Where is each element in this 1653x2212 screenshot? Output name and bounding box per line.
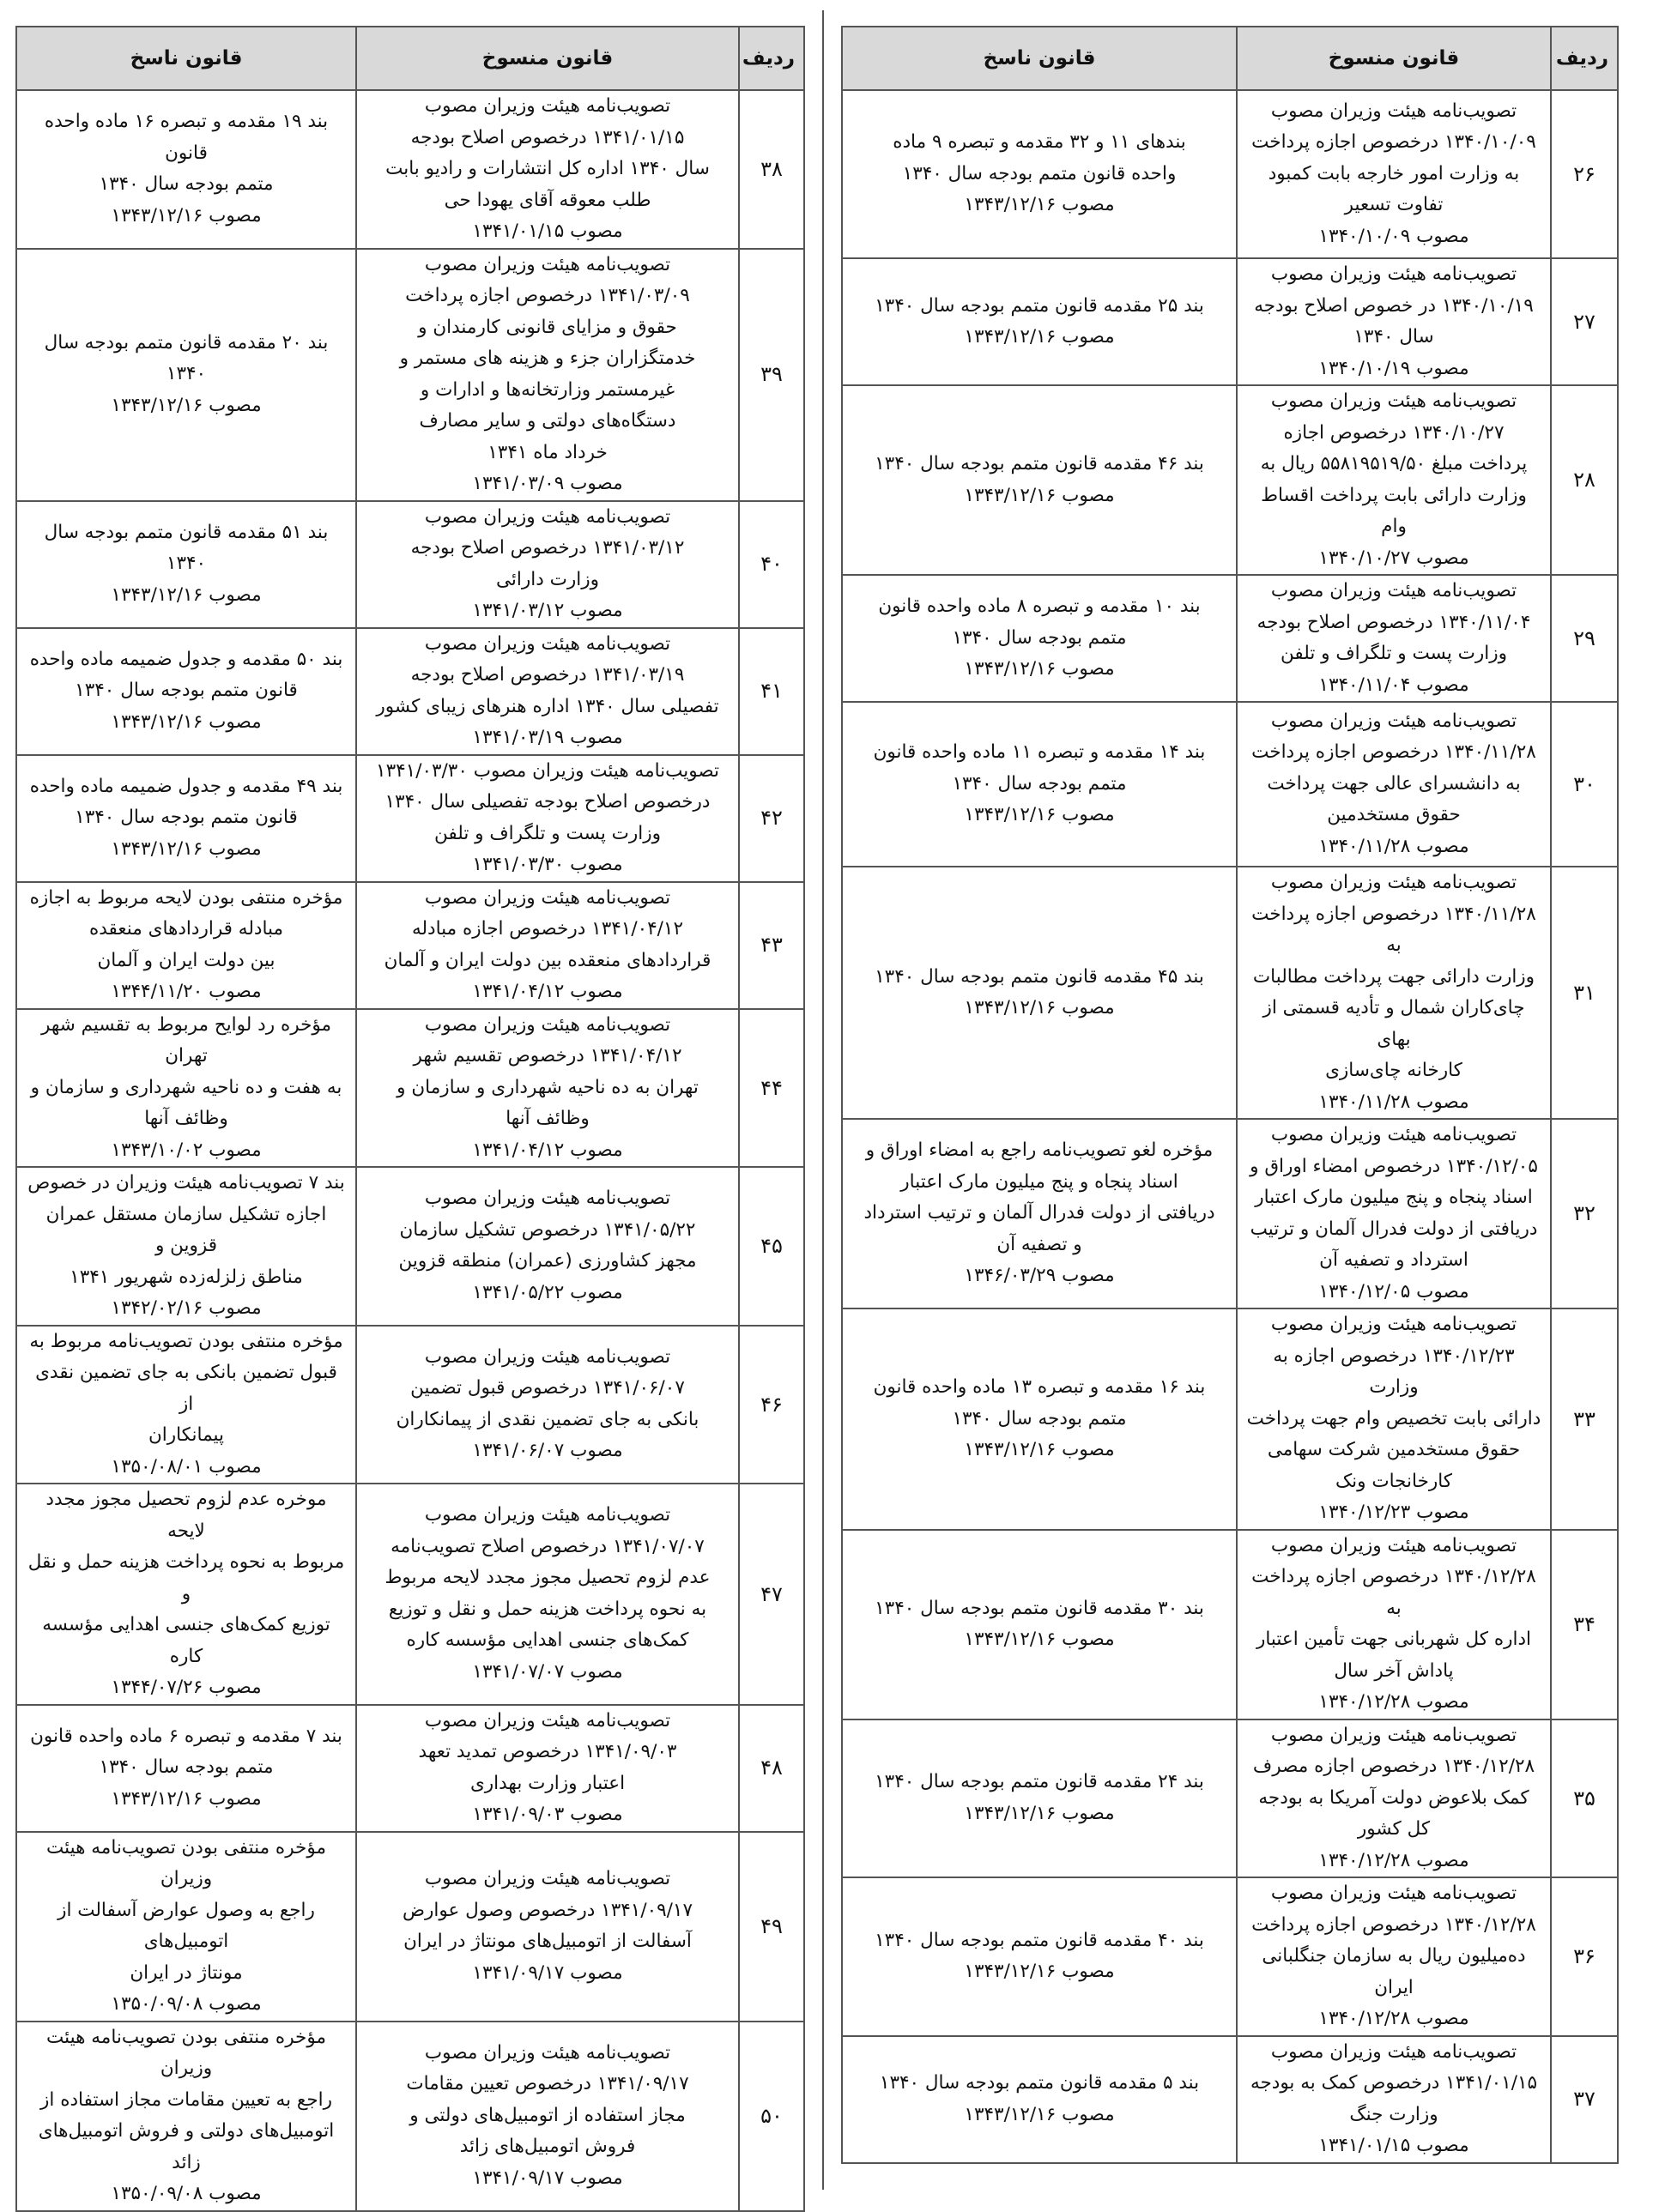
repealed-law-cell: تصویب‌نامه هیئت وزیران مصوب ۱۳۴۱/۰۹/۱۷ درخصوص تعیین مقامات مجاز استفاده از اتومبیل‌های دولتی و فروش اتومبیل‌های زائد مصوب ۱۳۴۱/۰۹/۱۷ bbox=[356, 2022, 739, 2211]
repealed-law-cell: تصویب‌نامه هیئت وزیران مصوب ۱۳۴۱/۰۵/۲۲ درخصوص تشکیل سازمان مجهز کشاورزی (عمران) منطقه قزوین مصوب ۱۳۴۱/۰۵/۲۲ bbox=[356, 1167, 739, 1326]
table-body bbox=[842, 90, 1618, 2163]
table-row bbox=[842, 1719, 1618, 1878]
repealing-law-cell: مؤخره منتفی بودن تصویب‌نامه هیئت وزیران راجع به وصول عوارض آسفالت از اتومبیل‌های مونتاژ در ایران مصوب ۱۳۵۰/۰۹/۰۸ bbox=[16, 1832, 356, 2022]
table-row bbox=[16, 882, 804, 1009]
row-number: ۴۶ bbox=[739, 1326, 804, 1484]
repealed-law-cell: تصویب‌نامه هیئت وزیران مصوب ۱۳۴۱/۰۳/۰۹ درخصوص اجازه پرداخت حقوق و مزایای قانونی کارمندان و خدمتگزاران جزء و هزینه های مستمر و غیرمستمر وزارتخانه‌ها و ادارات و دستگاه‌های دولتی و سایر مصارف خرداد ماه ۱۳۴۱ مصوب ۱۳۴۱/۰۳/۰۹ bbox=[356, 249, 739, 501]
repealing-law-cell: بندهای ۱۱ و ۳۲ مقدمه و تبصره ۹ ماده واحده قانون متمم بودجه سال ۱۳۴۰ مصوب ۱۳۴۳/۱۲/۱۶ bbox=[842, 90, 1237, 258]
row-number: ۴۰ bbox=[739, 501, 804, 628]
row-number: ۳۳ bbox=[1551, 1308, 1618, 1530]
table-row bbox=[842, 1308, 1618, 1530]
table-row bbox=[16, 501, 804, 628]
table-row bbox=[842, 702, 1618, 867]
table-row bbox=[16, 90, 804, 249]
repealed-law-cell: تصویب‌نامه هیئت وزیران مصوب ۱۳۴۱/۰۳/۳۰ درخصوص اصلاح بودجه تفصیلی سال ۱۳۴۰ وزارت پست و تلگراف و تلفن مصوب ۱۳۴۱/۰۳/۳۰ bbox=[356, 755, 739, 882]
repealed-law-cell: تصویب‌نامه هیئت وزیران مصوب ۱۳۴۱/۰۶/۰۷ درخصوص قبول تضمین بانکی به جای تضمین نقدی از پیمانکاران مصوب ۱۳۴۱/۰۶/۰۷ bbox=[356, 1326, 739, 1484]
repealing-law-cell: بند ۴۵ مقدمه قانون متمم بودجه سال ۱۳۴۰ مصوب ۱۳۴۳/۱۲/۱۶ bbox=[842, 867, 1237, 1119]
table-row bbox=[842, 90, 1618, 258]
row-number: ۳۶ bbox=[1551, 1877, 1618, 2036]
repealing-law-cell: بند ۲۵ مقدمه قانون متمم بودجه سال ۱۳۴۰ مصوب ۱۳۴۳/۱۲/۱۶ bbox=[842, 258, 1237, 385]
row-number: ۳۹ bbox=[739, 249, 804, 501]
repealing-law-cell: مؤخره رد لوایح مربوط به تقسیم شهر تهران به هفت و ده ناحیه شهرداری و سازمان و وظائف آنها مصوب ۱۳۴۳/۱۰/۰۲ bbox=[16, 1009, 356, 1168]
table-row bbox=[842, 1877, 1618, 2036]
header-mansookh: قانون منسوخ bbox=[356, 27, 739, 90]
row-number: ۴۳ bbox=[739, 882, 804, 1009]
repeal-table-right bbox=[841, 26, 1619, 2164]
repealing-law-cell: بند ۵۱ مقدمه قانون متمم بودجه سال ۱۳۴۰ مصوب ۱۳۴۳/۱۲/۱۶ bbox=[16, 501, 356, 628]
repealed-law-cell: تصویب‌نامه هیئت وزیران مصوب ۱۳۴۰/۱۲/۲۸ درخصوص اجازه پرداخت ده‌میلیون ریال به سازمان جنگلبانی ایران مصوب ۱۳۴۰/۱۲/۲۸ bbox=[1237, 1877, 1551, 2036]
repealing-law-cell: مؤخره منتفی بودن تصویب‌نامه مربوط به قبول تضمین بانکی به جای تضمین نقدی از پیمانکاران مصوب ۱۳۵۰/۰۸/۰۱ bbox=[16, 1326, 356, 1484]
table-row bbox=[16, 755, 804, 882]
repealing-law-cell: بند ۵ مقدمه قانون متمم بودجه سال ۱۳۴۰ مصوب ۱۳۴۳/۱۲/۱۶ bbox=[842, 2036, 1237, 2163]
row-number: ۳۷ bbox=[1551, 2036, 1618, 2163]
table-row bbox=[842, 1119, 1618, 1308]
repeal-table-left bbox=[15, 26, 805, 2212]
header-radif: ردیف bbox=[739, 27, 804, 90]
table-row bbox=[842, 867, 1618, 1119]
row-number: ۴۷ bbox=[739, 1484, 804, 1705]
header-nasekh: قانون ناسخ bbox=[842, 27, 1237, 90]
table-row bbox=[16, 249, 804, 501]
row-number: ۴۱ bbox=[739, 628, 804, 755]
row-number: ۲۶ bbox=[1551, 90, 1618, 258]
repealed-law-cell: تصویب‌نامه هیئت وزیران مصوب ۱۳۴۱/۰۱/۱۵ درخصوص کمک به بودجه وزارت جنگ مصوب ۱۳۴۱/۰۱/۱۵ bbox=[1237, 2036, 1551, 2163]
row-number: ۳۲ bbox=[1551, 1119, 1618, 1308]
repealed-law-cell: تصویب‌نامه هیئت وزیران مصوب ۱۳۴۰/۱۱/۲۸ درخصوص اجازه پرداخت به وزارت دارائی جهت پرداخت مطالبات چای‌کاران شمال و تأدیه قسمتی از بهای کارخانه چای‌سازی مصوب ۱۳۴۰/۱۱/۲۸ bbox=[1237, 867, 1551, 1119]
repealing-law-cell: مؤخره منتفی بودن تصویب‌نامه هیئت وزیران راجع به تعیین مقامات مجاز استفاده از اتومبیل‌های دولتی و فروش اتومبیل‌های زائد مصوب ۱۳۵۰/۰۹/۰۸ bbox=[16, 2022, 356, 2211]
row-number: ۳۵ bbox=[1551, 1719, 1618, 1878]
table-row bbox=[842, 575, 1618, 702]
row-number: ۵۰ bbox=[739, 2022, 804, 2211]
table-row bbox=[16, 628, 804, 755]
table-row bbox=[842, 385, 1618, 575]
repealed-law-cell: تصویب‌نامه هیئت وزیران مصوب ۱۳۴۰/۱۰/۱۹ در خصوص اصلاح بودجه سال ۱۳۴۰ مصوب ۱۳۴۰/۱۰/۱۹ bbox=[1237, 258, 1551, 385]
repealed-law-cell: تصویب‌نامه هیئت وزیران مصوب ۱۳۴۰/۱۰/۰۹ درخصوص اجازه پرداخت به وزارت امور خارجه بابت کمبود تفاوت تسعیر مصوب ۱۳۴۰/۱۰/۰۹ bbox=[1237, 90, 1551, 258]
row-number: ۲۷ bbox=[1551, 258, 1618, 385]
repealed-law-cell: تصویب‌نامه هیئت وزیران مصوب ۱۳۴۱/۰۳/۱۹ درخصوص اصلاح بودجه تفصیلی سال ۱۳۴۰ اداره هنرهای زیبای کشور مصوب ۱۳۴۱/۰۳/۱۹ bbox=[356, 628, 739, 755]
repealing-law-cell: بند ۷ تصویب‌نامه هیئت وزیران در خصوص اجازه تشکیل سازمان مستقل عمران قزوین و مناطق زلزله‌زده شهریور ۱۳۴۱ مصوب ۱۳۴۲/۰۲/۱۶ bbox=[16, 1167, 356, 1326]
repealed-law-cell: تصویب‌نامه هیئت وزیران مصوب ۱۳۴۱/۰۴/۱۲ درخصوص اجازه مبادله قراردادهای منعقده بین دولت ایران و آلمان مصوب ۱۳۴۱/۰۴/۱۲ bbox=[356, 882, 739, 1009]
table-row bbox=[842, 2036, 1618, 2163]
repealing-law-cell: بند ۲۰ مقدمه قانون متمم بودجه سال ۱۳۴۰ مصوب ۱۳۴۳/۱۲/۱۶ bbox=[16, 249, 356, 501]
header-mansookh: قانون منسوخ bbox=[1237, 27, 1551, 90]
row-number: ۴۴ bbox=[739, 1009, 804, 1168]
repealed-law-cell: تصویب‌نامه هیئت وزیران مصوب ۱۳۴۱/۰۴/۱۲ درخصوص تقسیم شهر تهران به ده ناحیه شهرداری و سازمان و وظائف آنها مصوب ۱۳۴۱/۰۴/۱۲ bbox=[356, 1009, 739, 1168]
table-row bbox=[16, 1484, 804, 1705]
row-number: ۲۸ bbox=[1551, 385, 1618, 575]
row-number: ۴۵ bbox=[739, 1167, 804, 1326]
repealed-law-cell: تصویب‌نامه هیئت وزیران مصوب ۱۳۴۱/۰۹/۱۷ درخصوص وصول عوارض آسفالت از اتومبیل‌های مونتاژ در ایران مصوب ۱۳۴۱/۰۹/۱۷ bbox=[356, 1832, 739, 2022]
repealing-law-cell: بند ۱۴ مقدمه و تبصره ۱۱ ماده واحده قانون متمم بودجه سال ۱۳۴۰ مصوب ۱۳۴۳/۱۲/۱۶ bbox=[842, 702, 1237, 867]
repealed-law-cell: تصویب‌نامه هیئت وزیران مصوب ۱۳۴۰/۱۱/۲۸ درخصوص اجازه پرداخت به دانشسرای عالی جهت پرداخت حقوق مستخدمین مصوب ۱۳۴۰/۱۱/۲۸ bbox=[1237, 702, 1551, 867]
row-number: ۳۰ bbox=[1551, 702, 1618, 867]
repealing-law-cell: بند ۴۰ مقدمه قانون متمم بودجه سال ۱۳۴۰ مصوب ۱۳۴۳/۱۲/۱۶ bbox=[842, 1877, 1237, 2036]
repealing-law-cell: بند ۲۴ مقدمه قانون متمم بودجه سال ۱۳۴۰ مصوب ۱۳۴۳/۱۲/۱۶ bbox=[842, 1719, 1237, 1878]
table-header-row bbox=[842, 27, 1618, 90]
row-number: ۴۹ bbox=[739, 1832, 804, 2022]
repealed-law-cell: تصویب‌نامه هیئت وزیران مصوب ۱۳۴۱/۰۱/۱۵ درخصوص اصلاح بودجه سال ۱۳۴۰ اداره کل انتشارات و رادیو بابت طلب معوقه آقای یهودا حی مصوب ۱۳۴۱/۰۱/۱۵ bbox=[356, 90, 739, 249]
table-row bbox=[16, 2022, 804, 2211]
repealing-law-cell: بند ۴۶ مقدمه قانون متمم بودجه سال ۱۳۴۰ مصوب ۱۳۴۳/۱۲/۱۶ bbox=[842, 385, 1237, 575]
left-column bbox=[15, 26, 803, 2212]
row-number: ۲۹ bbox=[1551, 575, 1618, 702]
repealing-law-cell: بند ۵۰ مقدمه و جدول ضمیمه ماده واحده قانون متمم بودجه سال ۱۳۴۰ مصوب ۱۳۴۳/۱۲/۱۶ bbox=[16, 628, 356, 755]
table-body bbox=[16, 90, 804, 2211]
table-row bbox=[16, 1705, 804, 1832]
repealing-law-cell: مؤخره لغو تصویب‌نامه راجع به امضاء اوراق و اسناد پنجاه و پنج میلیون مارک اعتبار دریافتی از دولت فدرال آلمان و ترتیب استرداد و تصفیه آن مصوب ۱۳۴۶/۰۳/۲۹ bbox=[842, 1119, 1237, 1308]
repealing-law-cell: بند ۱۶ مقدمه و تبصره ۱۳ ماده واحده قانون متمم بودجه سال ۱۳۴۰ مصوب ۱۳۴۳/۱۲/۱۶ bbox=[842, 1308, 1237, 1530]
repealed-law-cell: تصویب‌نامه هیئت وزیران مصوب ۱۳۴۰/۱۱/۰۴ درخصوص اصلاح بودجه وزارت پست و تلگراف و تلفن مصوب ۱۳۴۰/۱۱/۰۴ bbox=[1237, 575, 1551, 702]
row-number: ۳۸ bbox=[739, 90, 804, 249]
repealing-law-cell: بند ۷ مقدمه و تبصره ۶ ماده واحده قانون متمم بودجه سال ۱۳۴۰ مصوب ۱۳۴۳/۱۲/۱۶ bbox=[16, 1705, 356, 1832]
table-row bbox=[16, 1167, 804, 1326]
repealing-law-cell: موخره عدم لزوم تحصیل مجوز مجدد لایحه مربوط به نحوه پرداخت هزینه حمل و نقل و توزیع کمک‌های جنسی اهدایی مؤسسه کاره مصوب ۱۳۴۴/۰۷/۲۶ bbox=[16, 1484, 356, 1705]
repealed-law-cell: تصویب‌نامه هیئت وزیران مصوب ۱۳۴۰/۱۲/۲۸ درخصوص اجازه مصرف کمک بلاعوض دولت آمریکا به بودجه کل کشور مصوب ۱۳۴۰/۱۲/۲۸ bbox=[1237, 1719, 1551, 1878]
table-row bbox=[842, 1530, 1618, 1719]
repealed-law-cell: تصویب‌نامه هیئت وزیران مصوب ۱۳۴۰/۱۲/۰۵ درخصوص امضاء اوراق و اسناد پنجاه و پنج میلیون مارک اعتبار دریافتی از دولت فدرال آلمان و ترتیب استرداد و تصفیه آن مصوب ۱۳۴۰/۱۲/۰۵ bbox=[1237, 1119, 1551, 1308]
row-number: ۳۴ bbox=[1551, 1530, 1618, 1719]
repealed-law-cell: تصویب‌نامه هیئت وزیران مصوب ۱۳۴۱/۰۳/۱۲ درخصوص اصلاح بودجه وزارت دارائی مصوب ۱۳۴۱/۰۳/۱۲ bbox=[356, 501, 739, 628]
repealed-law-cell: تصویب‌نامه هیئت وزیران مصوب ۱۳۴۰/۱۰/۲۷ درخصوص اجازه پرداخت مبلغ ۵۵۸۱۹۵۱۹/۵۰ ریال به وزارت دارائی بابت پرداخت اقساط وام مصوب ۱۳۴۰/۱۰/۲۷ bbox=[1237, 385, 1551, 575]
repealed-law-cell: تصویب‌نامه هیئت وزیران مصوب ۱۳۴۱/۰۷/۰۷ درخصوص اصلاح تصویب‌نامه عدم لزوم تحصیل مجوز مجدد لایحه مربوط به نحوه پرداخت هزینه حمل و نقل و توزیع کمک‌های جنسی اهدایی مؤسسه کاره مصوب ۱۳۴۱/۰۷/۰۷ bbox=[356, 1484, 739, 1705]
repealing-law-cell: بند ۴۹ مقدمه و جدول ضمیمه ماده واحده قانون متمم بودجه سال ۱۳۴۰ مصوب ۱۳۴۳/۱۲/۱۶ bbox=[16, 755, 356, 882]
repealed-law-cell: تصویب‌نامه هیئت وزیران مصوب ۱۳۴۱/۰۹/۰۳ درخصوص تمدید تعهد اعتبار وزارت بهداری مصوب ۱۳۴۱/۰۹/۰۳ bbox=[356, 1705, 739, 1832]
repealed-law-cell: تصویب‌نامه هیئت وزیران مصوب ۱۳۴۰/۱۲/۲۳ درخصوص اجازه به وزارت دارائی بابت تخصیص وام جهت پرداخت حقوق مستخدمین شرکت سهامی کارخانجات ونک مصوب ۱۳۴۰/۱۲/۲۳ bbox=[1237, 1308, 1551, 1530]
header-nasekh: قانون ناسخ bbox=[16, 27, 356, 90]
table-row bbox=[16, 1009, 804, 1168]
table-row bbox=[16, 1832, 804, 2022]
table-row bbox=[16, 1326, 804, 1484]
repealing-law-cell: بند ۳۰ مقدمه قانون متمم بودجه سال ۱۳۴۰ مصوب ۱۳۴۳/۱۲/۱۶ bbox=[842, 1530, 1237, 1719]
repealing-law-cell: بند ۱۹ مقدمه و تبصره ۱۶ ماده واحده قانون متمم بودجه سال ۱۳۴۰ مصوب ۱۳۴۳/۱۲/۱۶ bbox=[16, 90, 356, 249]
row-number: ۴۲ bbox=[739, 755, 804, 882]
repealed-law-cell: تصویب‌نامه هیئت وزیران مصوب ۱۳۴۰/۱۲/۲۸ درخصوص اجازه پرداخت به اداره کل شهربانی جهت تأمین اعتبار پاداش آخر سال مصوب ۱۳۴۰/۱۲/۲۸ bbox=[1237, 1530, 1551, 1719]
table-header-row bbox=[16, 27, 804, 90]
repealing-law-cell: مؤخره منتفی بودن لایحه مربوط به اجازه مبادله قراردادهای منعقده بین دولت ایران و آلمان مصوب ۱۳۴۴/۱۱/۲۰ bbox=[16, 882, 356, 1009]
repealing-law-cell: بند ۱۰ مقدمه و تبصره ۸ ماده واحده قانون متمم بودجه سال ۱۳۴۰ مصوب ۱۳۴۳/۱۲/۱۶ bbox=[842, 575, 1237, 702]
row-number: ۳۱ bbox=[1551, 867, 1618, 1119]
row-number: ۴۸ bbox=[739, 1705, 804, 1832]
right-column bbox=[841, 26, 1617, 2164]
header-radif: ردیف bbox=[1551, 27, 1618, 90]
table-row bbox=[842, 258, 1618, 385]
column-divider bbox=[822, 10, 824, 2190]
